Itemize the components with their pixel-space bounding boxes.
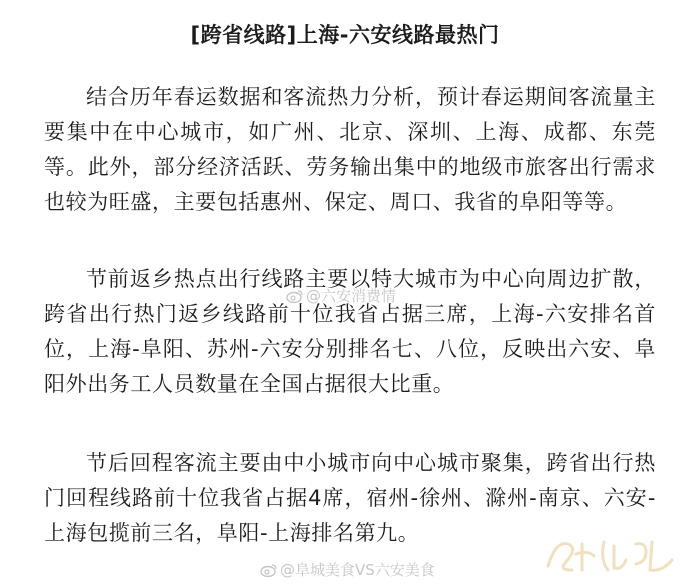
paragraph-2: 节前返乡热点出行线路主要以特大城市为中心向周边扩散，跨省出行热门返乡线路前十位我省占据三席，上海-六安排名首位，上海-阜阳、苏州-六安分别排名七、八位，反映出六安、阜阳外出务工人员数量在全国占据很大比重。	[44, 267, 656, 396]
paragraph-3: 节后回程客流主要由中小城市向中心城市聚集，跨省出行热门回程线路前十位我省占据4席，宿州-徐州、滁州-南京、六安-上海包揽前三名，阜阳-上海排名第九。	[44, 451, 656, 545]
corner-logo-watermark	[542, 530, 682, 578]
watermark-text: @六安消费情	[306, 287, 397, 305]
weibo-icon	[286, 289, 304, 303]
paragraph-1: 结合历年春运数据和客流热力分析，预计春运期间客流量主要集中在中心城市，如广州、北京、深圳、上海、成都、东莞等。此外，部分经济活跃、劳务输出集中的地级市旅客出行需求也较为旺盛，主要包括惠州、保定、周口、我省的阜阳等等。	[44, 85, 656, 214]
watermark-text: @阜城美食VS六安美食	[280, 561, 435, 579]
weibo-watermark-mid	[286, 285, 396, 306]
weibo-icon	[260, 563, 278, 577]
weibo-watermark-bottom	[260, 559, 435, 580]
article-title: [跨省线路]上海-六安线路最热门	[190, 23, 500, 47]
